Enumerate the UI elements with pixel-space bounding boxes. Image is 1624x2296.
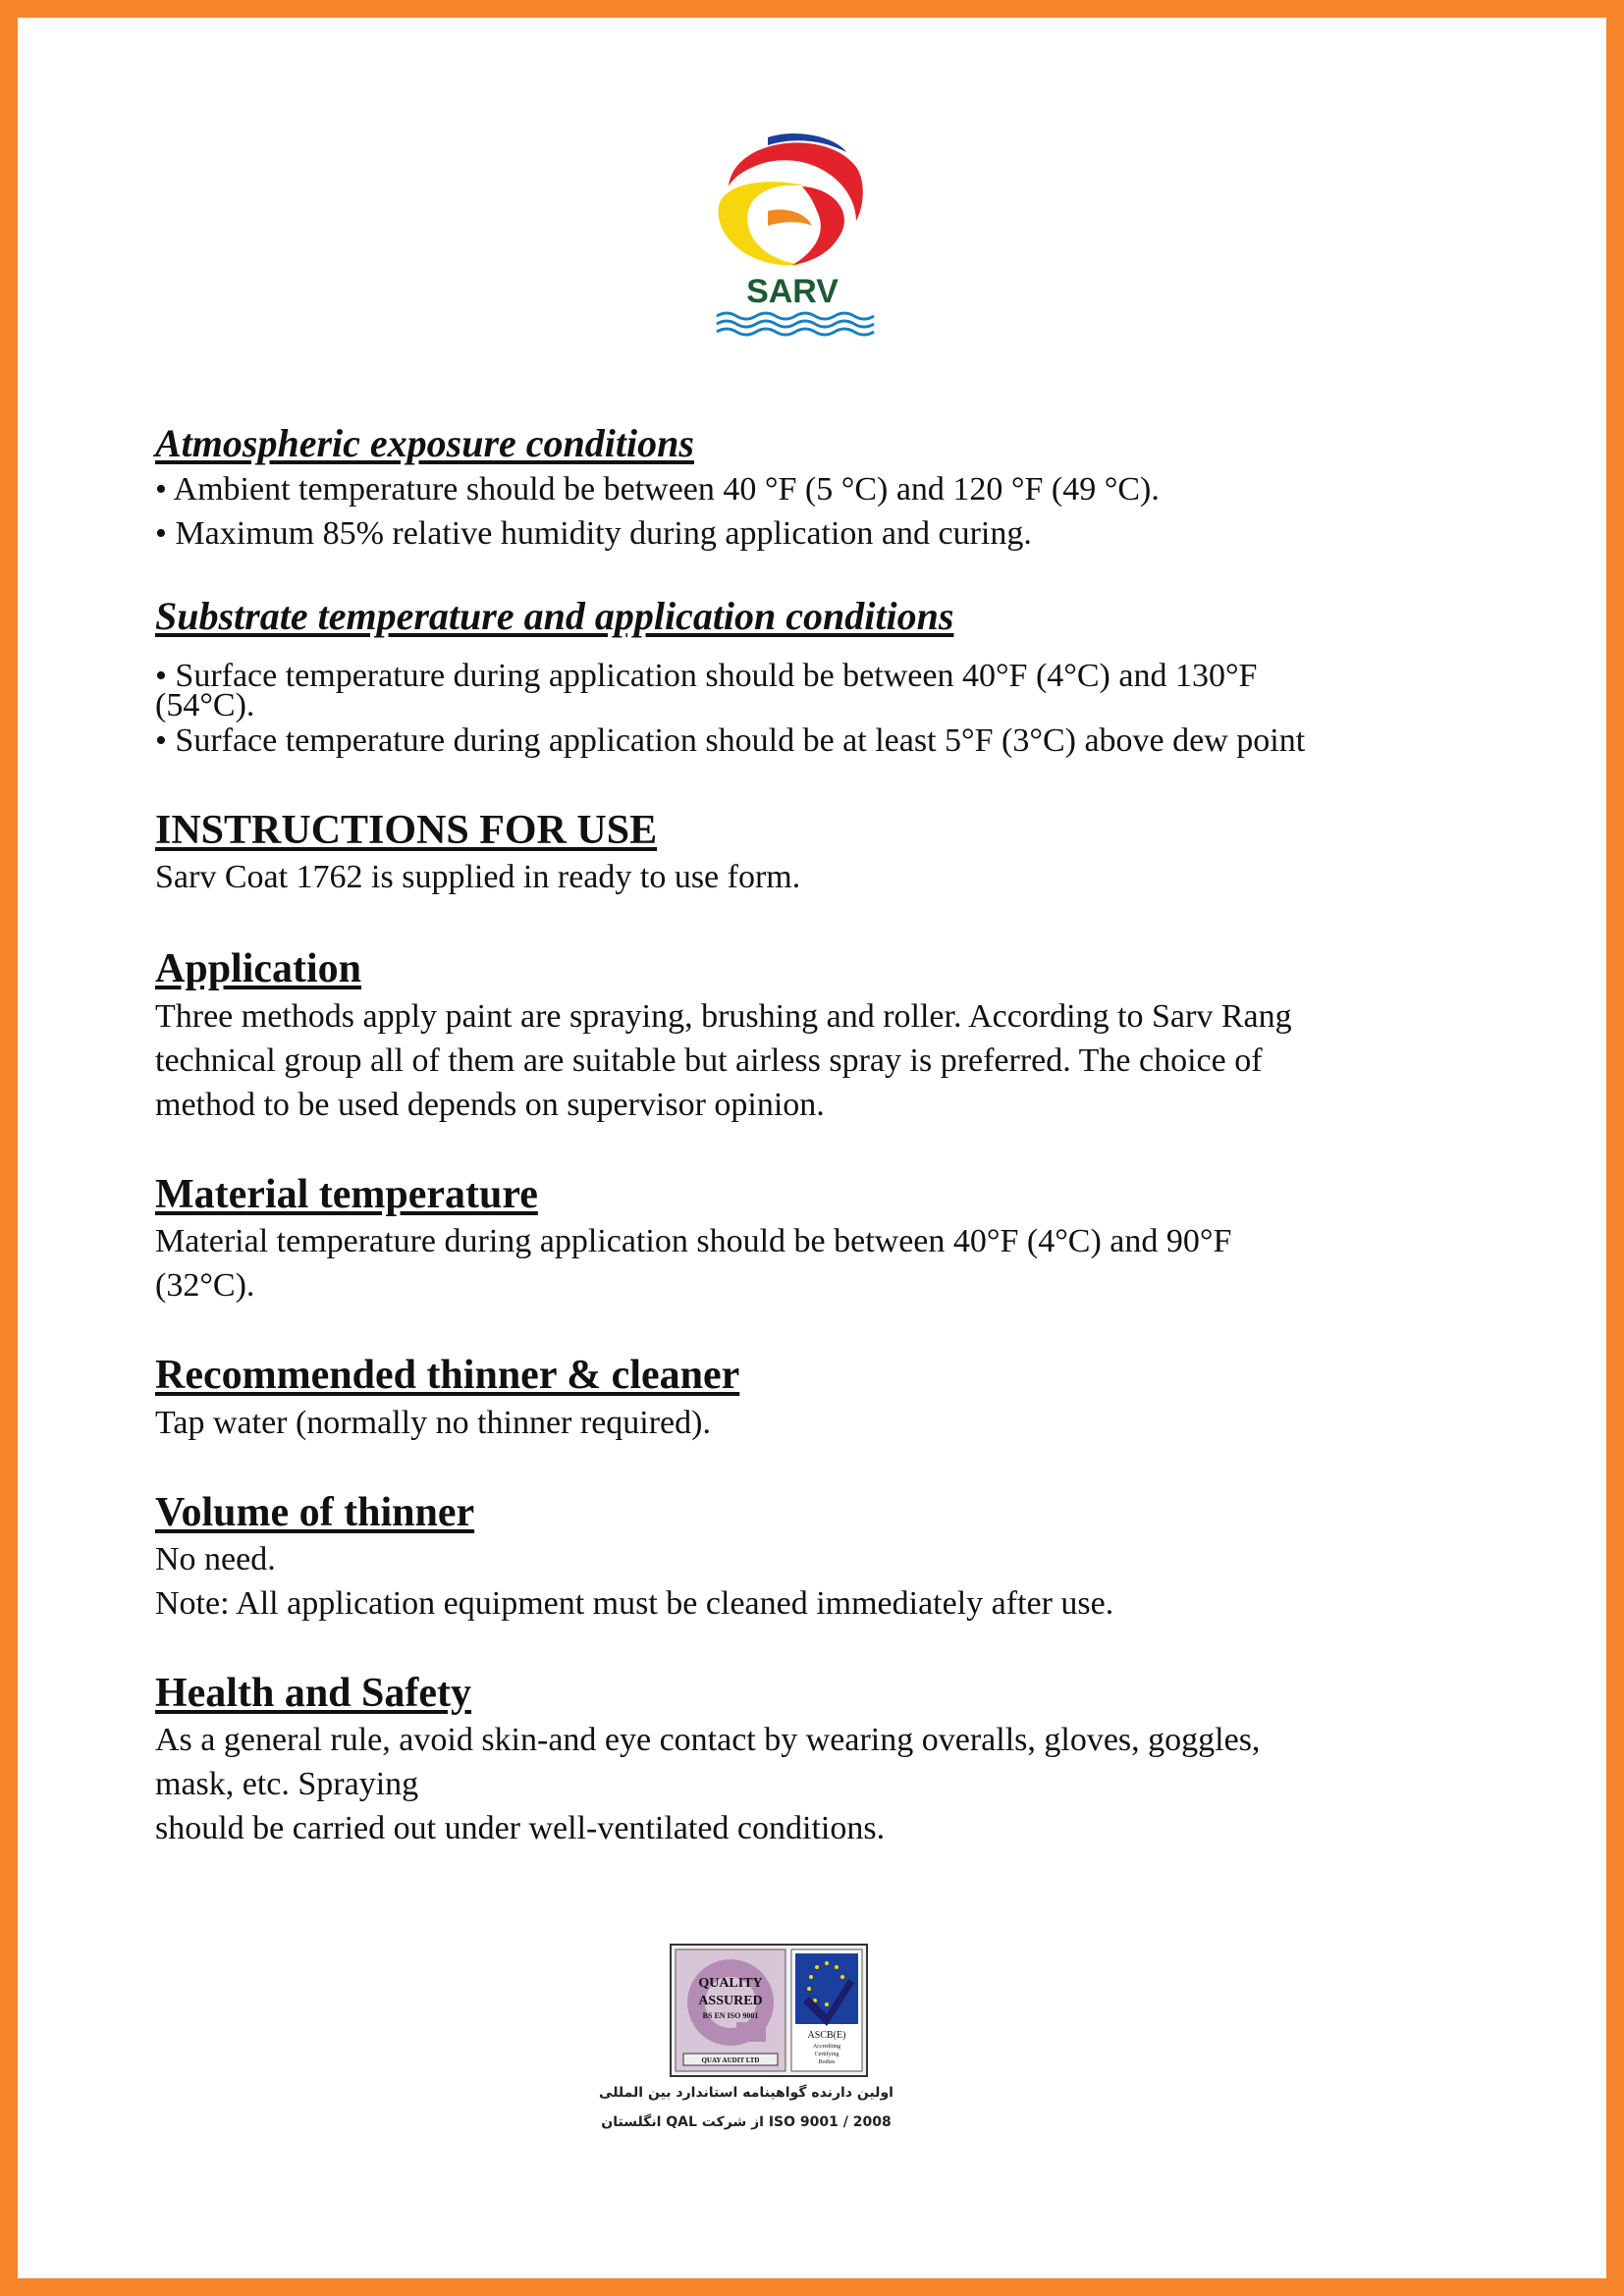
instructions-text: Sarv Coat 1762 is supplied in ready to use form.	[155, 859, 801, 896]
badge-right-line2: Accrediting	[812, 2044, 841, 2050]
heading-health: Health and Safety	[155, 1670, 472, 1716]
badge-left-line3: BS EN ISO 9001	[702, 2011, 759, 2020]
volume-line-1: No need.	[155, 1540, 276, 1577]
logo-wordmark: SARV	[746, 273, 839, 310]
badge-left-line1: QUALITY	[698, 1976, 763, 1991]
material-line-2: (32°C).	[155, 1267, 255, 1305]
application-line-1: Three methods apply paint are spraying, brushing and roller. According to Sarv Rang	[155, 997, 1292, 1035]
heading-volume: Volume of thinner	[155, 1489, 475, 1535]
section-health	[155, 1669, 1490, 1850]
substrate-line-2: • Surface temperature during application should be at least 5°F (3°C) above dew point	[155, 722, 1306, 759]
atmospheric-line-1: • Ambient temperature should be between 40 °F (5 °C) and 120 °F (49 °C).	[155, 471, 1160, 507]
heading-substrate: Substrate temperature and application conditions	[155, 594, 954, 638]
heading-instructions: INSTRUCTIONS FOR USE	[155, 808, 658, 853]
section-thinner	[155, 1351, 1490, 1444]
badge-left-line4: QUAY AUDIT LTD	[701, 2056, 760, 2064]
heading-atmospheric: Atmospheric exposure conditions	[155, 421, 694, 465]
section-volume	[155, 1488, 1490, 1626]
health-line-3: should be carried out under well-ventilated conditions.	[155, 1810, 886, 1847]
document-body	[155, 420, 1490, 1850]
badge-right-line4: Bodies	[818, 2059, 836, 2065]
certification-note-line-2: ISO 9001 / 2008 از شرکت QAL انگلستان	[601, 2114, 892, 2130]
quality-assured-icon	[670, 1944, 868, 2077]
substrate-line-1a: • Surface temperature during application should be between 40°F (4°C) and 130°F	[155, 658, 1258, 694]
heading-application: Application	[155, 946, 362, 992]
application-line-2: technical group all of them are suitable but airless spray is preferred. The choice of	[155, 1041, 1263, 1079]
section-application	[155, 944, 1490, 1126]
atmospheric-line-2: • Maximum 85% relative humidity during application and curing.	[155, 515, 1032, 552]
material-line-1: Material temperature during application should be between 40°F (4°C) and 90°F	[155, 1223, 1232, 1260]
volume-line-2: Note: All application equipment must be cleaned immediately after use.	[155, 1584, 1114, 1622]
heading-thinner: Recommended thinner & cleaner	[155, 1353, 740, 1399]
sarv-logo-icon	[709, 128, 876, 339]
sarv-logo	[709, 128, 876, 339]
health-line-1: As a general rule, avoid skin-and eye contact by wearing overalls, gloves, goggles,	[155, 1722, 1261, 1759]
section-substrate	[155, 593, 1490, 763]
section-instructions	[155, 806, 1490, 899]
section-material	[155, 1170, 1490, 1308]
substrate-line-1b: (54°C).	[155, 687, 255, 723]
badge-left-line2: ASSURED	[698, 1994, 763, 2008]
health-line-2: mask, etc. Spraying	[155, 1766, 419, 1803]
section-atmospheric	[155, 420, 1490, 556]
badge-right-line1: ASCB(E)	[807, 2030, 846, 2041]
thinner-text: Tap water (normally no thinner required).	[155, 1404, 711, 1441]
certification-note-line-1: اولین دارنده گواهینامه استاندارد بین المللی	[599, 2085, 893, 2101]
quality-certification-badge	[670, 1944, 868, 2077]
heading-material: Material temperature	[155, 1171, 538, 1217]
application-line-3: method to be used depends on supervisor opinion.	[155, 1086, 825, 1123]
badge-right-line3: Certifying	[814, 2052, 839, 2057]
